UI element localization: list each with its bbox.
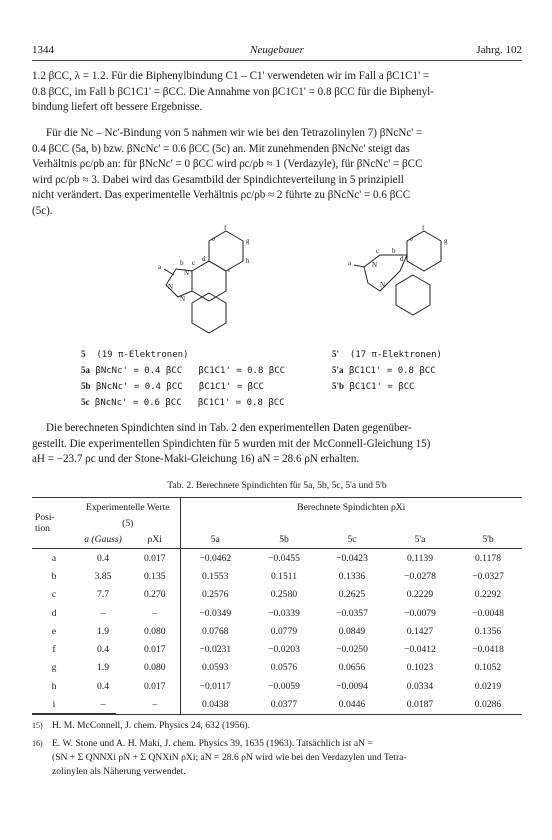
- legend-row: [332, 379, 442, 395]
- table-cell: 0.0768: [180, 622, 250, 640]
- table-cell: 3.85: [94, 570, 112, 582]
- column-header: 5b: [250, 530, 318, 549]
- compound-label: 5: [81, 349, 86, 359]
- table-cell: 7.7: [97, 589, 109, 601]
- table-cell: 0.0446: [338, 699, 366, 711]
- atom-label-c: c: [192, 259, 196, 267]
- table-cell: −0.0079: [404, 607, 436, 619]
- table-caption: Tab. 2. Berechnete Spindichten für 5a, 5b, 5c, 5'a und 5'b: [167, 480, 387, 491]
- table-cell: −0.0339: [268, 607, 300, 619]
- column-header: 5c: [318, 530, 386, 549]
- table-cell: −0.0117: [180, 677, 250, 695]
- bond-paragraph: [32, 126, 522, 219]
- table-cell: 0.017: [143, 552, 166, 564]
- legend-text: βC1C1' = 0.8 βCC: [348, 366, 436, 376]
- atom-label-h: h: [246, 257, 250, 265]
- row-position-cell: g: [51, 662, 57, 674]
- table-cell: 0.0593: [180, 659, 250, 677]
- column-header: ρXi: [130, 530, 180, 549]
- row-position-cell: d: [51, 607, 57, 619]
- table-cell: –: [152, 699, 158, 711]
- table-cell: −0.0278: [404, 570, 436, 582]
- page-number: 1344: [32, 44, 54, 56]
- footnote-text: zolinylen als Näherung verwendet.: [52, 766, 186, 777]
- atom-label-f: f: [224, 225, 227, 232]
- atom-label-b: b: [180, 259, 184, 267]
- ring-lower: [396, 275, 430, 315]
- compound-label: 5b: [81, 381, 91, 391]
- footnote-text: (SN + Σ QNNXi ρN + Σ QNXiN ρXi; aN = 28.6 ρN wird wie bei den Verdazylen und Tetra-: [52, 752, 407, 763]
- legend-text: βNcNc' = 0.4 βCC βC1C1' = βCC: [95, 382, 264, 392]
- table-row: [32, 640, 522, 658]
- table-cell: 0.0334: [406, 680, 434, 692]
- compound-label: 5c: [81, 397, 90, 407]
- legend-row: [81, 395, 285, 411]
- text-line: (5c).: [32, 204, 53, 217]
- running-header: [32, 44, 522, 58]
- text-line: Verhältnis ρc/ρb an: für βNcNc' = 0 βCC wird ρc/ρb ≈ 1 (Verdazyle), für βNcNc' = βCC: [32, 158, 423, 170]
- table-cell: 0.0286: [474, 699, 502, 711]
- table-cell: –: [100, 607, 106, 619]
- table-cell: 0.1178: [474, 552, 502, 564]
- column-header-calculated: Berechnete Spindichten ρXi: [180, 498, 522, 517]
- table-cell: −0.0357: [336, 607, 368, 619]
- atom-label-i: i: [228, 266, 230, 274]
- table-cell: 0.2292: [474, 589, 502, 601]
- table-row: [32, 677, 522, 695]
- footnote-16: [32, 737, 522, 779]
- column-header-experimental: Experimentelle Werte: [86, 501, 170, 513]
- running-title: Neugebauer: [250, 44, 304, 56]
- atom-label-g: g: [246, 237, 250, 245]
- text-line: 0.4 βCC (5a, b) bzw. βNcNc' = 0.6 βCC (5c) an. Mit zunehmenden βNcNc' steigt das: [32, 142, 410, 155]
- table-cell: 0.1553: [180, 567, 250, 585]
- spin-density-table: [32, 497, 522, 715]
- column-header-position: Posi- tion: [32, 498, 76, 549]
- column-header: 5'b: [454, 530, 522, 549]
- table-row: [32, 604, 522, 622]
- table-cell: −0.0423: [336, 552, 368, 564]
- column-header: 5'a: [386, 530, 454, 549]
- table-cell: 0.1052: [474, 662, 502, 674]
- compound-label: 5a: [81, 365, 90, 375]
- atom-label-N: N: [372, 261, 378, 269]
- footnote-text: H. M. McConnell, J. chem. Physics 24, 632 (1956).: [52, 720, 250, 731]
- compound-label: 5'b: [332, 381, 345, 391]
- legend-row: [332, 347, 442, 363]
- table-cell: −0.0203: [268, 644, 300, 656]
- table-cell: 0.1427: [406, 625, 434, 637]
- table-cell: 0.0576: [270, 662, 298, 674]
- text-line: Die berechneten Spindichten sind in Tab. 2 den experimentellen Daten gegenüber-: [46, 422, 412, 434]
- legend-row: [81, 347, 285, 363]
- row-position-cell: b: [51, 570, 57, 582]
- text-line: wird ρc/ρb ≈ 3. Dabei wird das Gesamtbild der Spindichteverteilung in 5 prinzipiell: [32, 173, 404, 186]
- footnote-text: E. W. Stone und A. H. Maki, J. chem. Physics 39, 1635 (1963). Tatsächlich ist aN =: [52, 738, 373, 749]
- atom-label-e: e: [212, 235, 216, 243]
- text-line: gestellt. Die experimentellen Spindichten für 5 wurden mit der McConnell-Gleichung 15): [32, 437, 431, 450]
- compound-label: 5': [332, 349, 340, 359]
- table-cell: 0.0219: [474, 680, 502, 692]
- table-cell: −0.0231: [180, 640, 250, 658]
- table-cell: 0.135: [143, 570, 166, 582]
- atom-label-d: d: [400, 255, 404, 263]
- atom-label-a: a: [158, 263, 162, 271]
- table-cell: −0.0250: [336, 644, 368, 656]
- table-cell: 0.0438: [180, 695, 250, 714]
- table-cell: −0.0455: [268, 552, 300, 564]
- atom-label-d: d: [202, 255, 206, 263]
- journal-year: Jahrg. 102: [476, 44, 522, 56]
- table-cell: −0.0412: [404, 644, 436, 656]
- row-position-cell: c: [51, 589, 57, 601]
- table-row: [32, 549, 522, 568]
- table-cell: 0.017: [143, 644, 166, 656]
- column-header: 5a: [180, 530, 250, 549]
- table-cell: 0.4: [97, 644, 109, 656]
- atom-label-f: f: [422, 225, 425, 232]
- table-cell: −0.0418: [472, 644, 504, 656]
- atom-label-a: a: [348, 259, 352, 267]
- legend-text: βNcNc' = 0.4 βCC βC1C1' = 0.8 βCC: [95, 366, 286, 376]
- table-cell: 0.4: [97, 552, 109, 564]
- table-cell: 0.080: [143, 625, 166, 637]
- atom-label-e: e: [410, 235, 414, 243]
- table-cell: 0.4: [97, 680, 109, 692]
- table-cell: 0.0849: [338, 625, 366, 637]
- footnote-rule: [32, 713, 116, 714]
- legend-text: (17 π-Elektronen): [349, 350, 442, 360]
- column-header: a (Gauss): [76, 530, 130, 549]
- text-line: Für die Nc – Nc'-Bindung von 5 nahmen wir wie bei den Tetrazolinylen 7) βNcNc' =: [46, 127, 423, 139]
- atom-label-c: c: [376, 247, 380, 255]
- table-cell: 0.1511: [270, 570, 298, 582]
- text-line: bindung liefert oft bessere Ergebnisse.: [32, 101, 203, 113]
- table-cell: 1.9: [97, 625, 109, 637]
- legend-text: βC1C1' = βCC: [349, 382, 415, 392]
- atom-label-N: N: [380, 281, 386, 289]
- table-cell: 1.9: [97, 662, 109, 674]
- legend-row: [81, 363, 285, 379]
- table-row: [32, 567, 522, 585]
- footnote-15: [32, 719, 522, 733]
- structure-5-prime-diagram: [340, 225, 480, 335]
- table-cell: 0.2580: [270, 589, 298, 601]
- table-row: [32, 695, 522, 714]
- atom-label-N: N: [168, 283, 174, 291]
- atom-label-b: b: [392, 247, 396, 255]
- compound-label: 5'a: [332, 365, 344, 375]
- table-cell: −0.0048: [472, 607, 504, 619]
- table-cell: −0.0094: [336, 680, 368, 692]
- text-line: aH = −23.7 ρc und der Stone-Maki-Gleichung 16) aN = 28.6 ρN erhalten.: [32, 453, 360, 465]
- table-row: [32, 622, 522, 640]
- row-position-cell: a: [51, 552, 57, 564]
- intro-paragraph: [32, 69, 522, 116]
- table-cell: 0.2625: [338, 589, 366, 601]
- table-cell: 0.017: [143, 680, 166, 692]
- column-header-experimental-sub: (5): [122, 517, 134, 529]
- table-cell: 0.0377: [270, 699, 298, 711]
- ring-lower: [192, 293, 226, 333]
- legend-row: [332, 363, 442, 379]
- table-cell: 0.2229: [406, 589, 434, 601]
- table-cell: 0.0187: [406, 699, 434, 711]
- table-cell: 0.0779: [270, 625, 298, 637]
- text-line: 0.8 βCC, im Fall b βC1C1' = βCC. Die Annahme von βC1C1' = 0.8 βCC für die Biphenyl-: [32, 85, 434, 98]
- table-cell: −0.0327: [472, 570, 504, 582]
- table-cell: 0.270: [143, 589, 166, 601]
- table-cell: –: [152, 607, 158, 619]
- table-row: [32, 659, 522, 677]
- legend-row: [81, 379, 285, 395]
- table-cell: 0.1023: [406, 662, 434, 674]
- row-position-cell: e: [51, 625, 57, 637]
- row-position-cell: f: [52, 644, 56, 656]
- row-position-cell: i: [52, 699, 56, 711]
- table-cell: 0.1336: [338, 570, 366, 582]
- comparison-paragraph: [32, 421, 522, 468]
- text-line: 1.2 βCC, λ = 1.2. Für die Biphenylbindung C1 – C1' verwendeten wir im Fall a βC1C1' =: [32, 70, 430, 82]
- legend-text: (19 π-Elektronen): [96, 350, 189, 360]
- table-cell: 0.1356: [474, 625, 502, 637]
- header-rule: [32, 60, 522, 61]
- table-row: [32, 586, 522, 604]
- atom-label-N: N: [180, 295, 186, 303]
- structure-5-diagram: [140, 225, 280, 335]
- atom-label-N: N: [184, 269, 190, 277]
- table-cell: −0.0059: [268, 680, 300, 692]
- table-cell: 0.1139: [406, 552, 434, 564]
- row-position-cell: h: [51, 680, 57, 692]
- table-cell: 0.2576: [180, 586, 250, 604]
- table-cell: 0.080: [143, 662, 166, 674]
- table-cell: 0.0656: [338, 662, 366, 674]
- footnote-mark: 16): [32, 739, 43, 748]
- legend-text: βNcNc' = 0.6 βCC βC1C1' = 0.8 βCC: [94, 398, 285, 408]
- table-cell: −0.0349: [180, 604, 250, 622]
- legend-structure-5-prime: [332, 347, 442, 395]
- atom-label-g: g: [444, 237, 448, 245]
- ring-central: [192, 261, 226, 301]
- legend-structure-5: [81, 347, 285, 411]
- text-line: nicht verändert. Das experimentelle Verhältnis ρc/ρb ≈ 2 führte zu βNcNc' = 0.6 βCC: [32, 189, 411, 201]
- table-cell: −0.0462: [180, 549, 250, 568]
- footnote-mark: 15): [32, 721, 43, 730]
- table-cell: –: [100, 699, 106, 711]
